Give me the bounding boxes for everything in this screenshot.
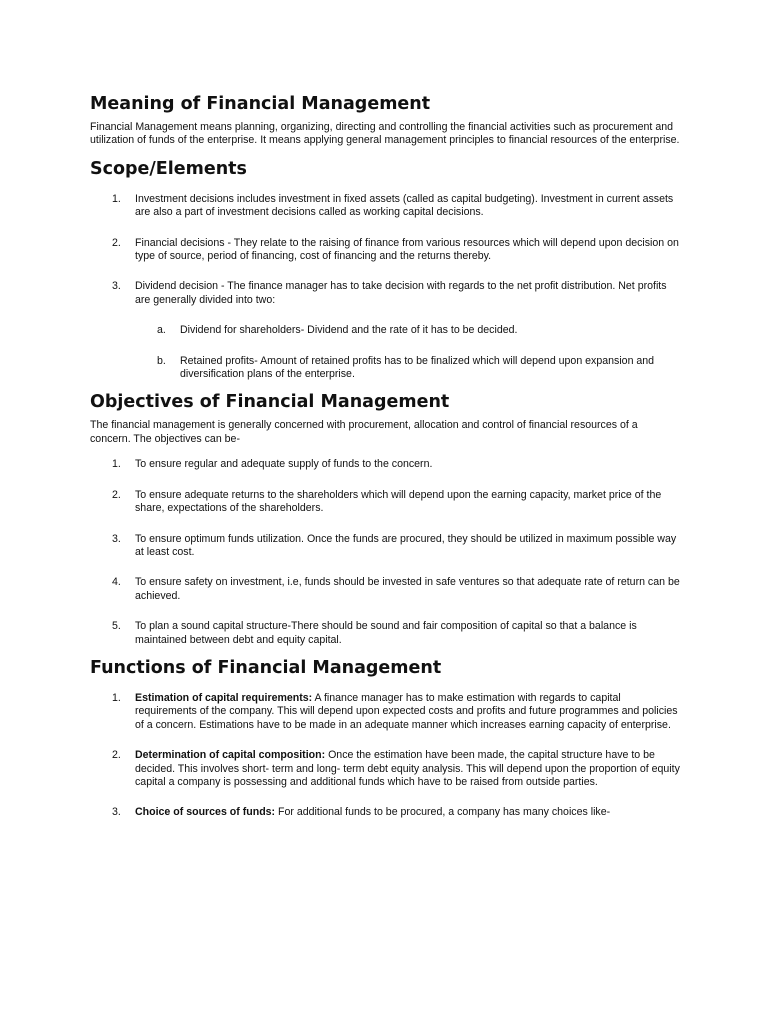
list-lead: Estimation of capital requirements:	[135, 691, 313, 704]
list-number: 5.	[112, 620, 121, 633]
list-text: Once the estimation have been made, the capital structure have to be decided. This involves short- term and long- term debt equity analysis. This will depend upon the proportion of equity capital a company is possessing and additional funds which have to be raised from outside parties.	[135, 749, 680, 788]
list-number: 3.	[112, 280, 121, 293]
sub-list-text: Retained profits- Amount of retained profits has to be finalized which will depend upon expansion and diversification plans of the enterprise.	[180, 354, 655, 381]
list-text: To ensure safety on investment, i.e, funds should be invested in safe ventures so that adequate rate of return can be achieved.	[135, 576, 680, 602]
list-item	[90, 489, 680, 516]
section-meaning	[90, 92, 680, 148]
list-number: 2.	[112, 488, 121, 501]
list-text: To ensure optimum funds utilization. Once the funds are procured, they should be utilized in maximum possible way at least cost.	[135, 532, 677, 558]
heading-objectives: Objectives of Financial Management	[90, 392, 450, 413]
heading-meaning: Meaning of Financial Management	[90, 94, 431, 114]
list-text: A finance manager has to make estimation with regards to capital requirements of the company. This will depend upon expected costs and profits and future programmes and policies of a concern. Estimations have to be made in an adequate manner which increases earning capacity of enterprise.	[135, 691, 678, 731]
section-scope	[90, 157, 680, 382]
list-item	[90, 576, 680, 603]
list-text: Investment decisions includes investment in fixed assets (called as capital budgeting). Investment in current assets are also a part of investment decisions called as working capital decisions.	[135, 192, 674, 219]
list-item	[90, 620, 680, 647]
list-number: 1.	[112, 458, 121, 471]
list-item	[90, 237, 680, 264]
scope-list	[90, 193, 680, 382]
list-item	[90, 806, 680, 819]
section-functions	[90, 656, 680, 820]
list-number: 1.	[112, 691, 121, 704]
sub-list-letter: b.	[157, 354, 166, 367]
list-number: 2.	[112, 236, 121, 249]
list-text: To plan a sound capital structure-There should be sound and fair composition of capital so that a balance is maintained between debt and equity capital.	[135, 620, 637, 646]
functions-list	[90, 692, 680, 820]
list-number: 3.	[112, 806, 121, 819]
document-page	[90, 92, 680, 820]
list-item	[90, 193, 680, 220]
list-lead: Determination of capital composition:	[135, 749, 326, 762]
sub-list	[135, 324, 680, 381]
sub-list-item	[135, 324, 680, 337]
list-lead: Choice of sources of funds:	[135, 806, 276, 819]
section-objectives	[90, 390, 680, 646]
list-item	[90, 749, 680, 789]
meaning-paragraph: Financial Management means planning, organizing, directing and controlling the financial activities such as procurement and utilization of funds of the enterprise. It means applying general management principles to financial resources of the enterprise.	[90, 121, 680, 147]
list-number: 1.	[112, 192, 121, 205]
heading-functions: Functions of Financial Management	[90, 657, 442, 678]
list-item	[90, 280, 680, 381]
list-number: 4.	[112, 576, 121, 589]
list-text: Dividend decision - The finance manager has to take decision with regards to the net profit distribution. Net profits are generally divided into two:	[135, 280, 667, 306]
list-item	[90, 458, 680, 471]
list-item	[90, 533, 680, 560]
list-text: Financial decisions - They relate to the raising of finance from various resources which will depend upon decision on type of source, period of financing, cost of financing and the returns thereby.	[135, 236, 679, 263]
sub-list-item	[135, 355, 680, 382]
sub-list-text: Dividend for shareholders- Dividend and the rate of it has to be decided.	[180, 324, 518, 337]
list-number: 2.	[112, 749, 121, 762]
objectives-list	[90, 458, 680, 647]
heading-scope: Scope/Elements	[90, 158, 247, 179]
sub-list-letter: a.	[157, 324, 166, 337]
list-text: To ensure adequate returns to the shareholders which will depend upon the earning capacity, market price of the share, expectations of the shareholders.	[135, 488, 662, 515]
list-item	[90, 692, 680, 732]
list-number: 3.	[112, 532, 121, 545]
list-text: To ensure regular and adequate supply of funds to the concern.	[135, 458, 433, 471]
list-text: For additional funds to be procured, a company has many choices like-	[275, 806, 611, 819]
objectives-paragraph: The financial management is generally concerned with procurement, allocation and control of financial resources of a concern. The objectives can be-	[90, 419, 638, 445]
